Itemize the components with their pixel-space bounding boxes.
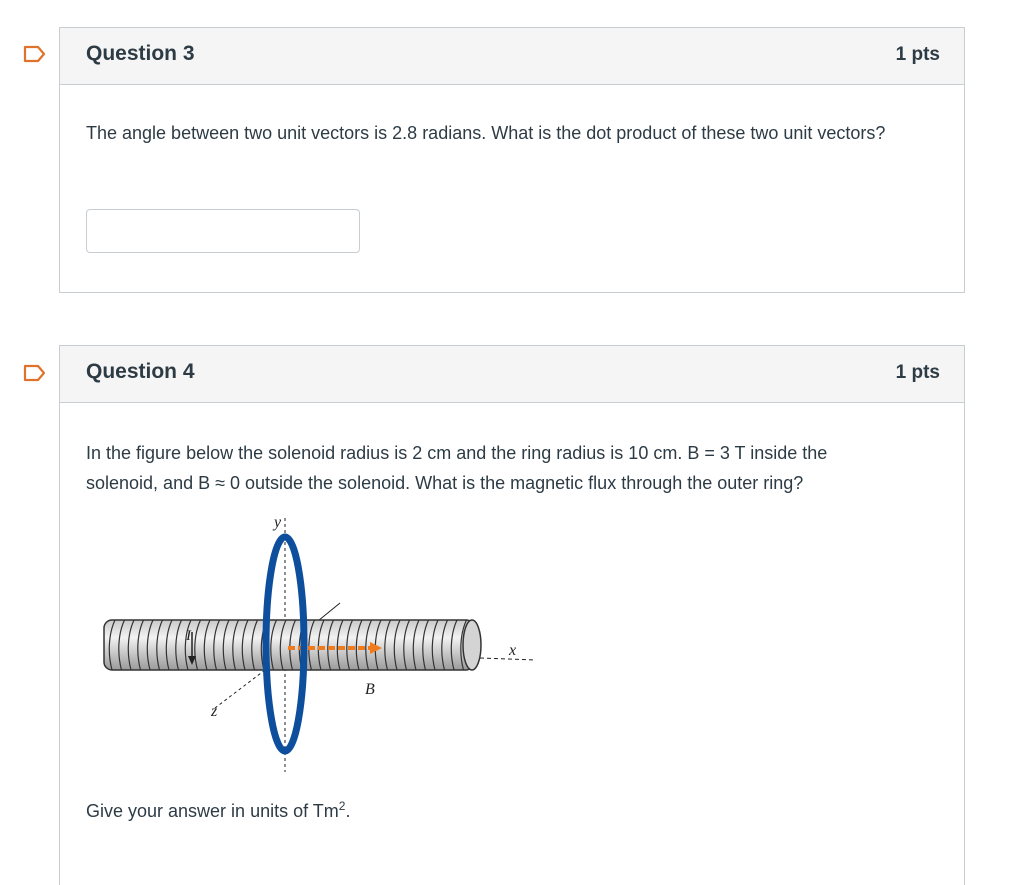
question-4-points: 1 pts [895, 362, 940, 383]
question-3-title: Question 3 [86, 42, 195, 65]
footer-superscript: 2 [338, 799, 346, 813]
question-4-header [60, 346, 964, 403]
question-3-header [60, 28, 964, 85]
x-axis-line [480, 658, 535, 660]
current-label: I [186, 628, 191, 644]
flag-question-icon[interactable] [22, 363, 48, 383]
solenoid-end-cap [463, 620, 481, 670]
question-3-card [59, 27, 965, 293]
x-axis-label: x [509, 642, 517, 659]
question-3-text: The angle between two unit vectors is 2.8 radians. What is the dot product of these two unit vectors? [86, 123, 886, 143]
question-4-title: Question 4 [86, 360, 195, 383]
question-3-points: 1 pts [895, 44, 940, 65]
flag-question-icon[interactable] [22, 44, 48, 64]
footer-text: Give your answer in units of Tm [86, 801, 339, 821]
question-4-text: In the figure below the solenoid radius is 2 cm and the ring radius is 10 cm. B = 3 T inside the solenoid, and B ≈ 0 outside the solenoid. What is the magnetic flux through the outer ring? [86, 443, 828, 493]
question-3-answer-input[interactable] [86, 209, 360, 253]
field-label: B [365, 681, 375, 698]
y-axis-label: y [274, 514, 282, 531]
solenoid-ring-figure [40, 510, 560, 775]
question-4-footer [86, 791, 896, 826]
footer-period: . [345, 801, 351, 821]
z-axis-label: z [211, 703, 218, 720]
z-axis-line [215, 670, 265, 708]
